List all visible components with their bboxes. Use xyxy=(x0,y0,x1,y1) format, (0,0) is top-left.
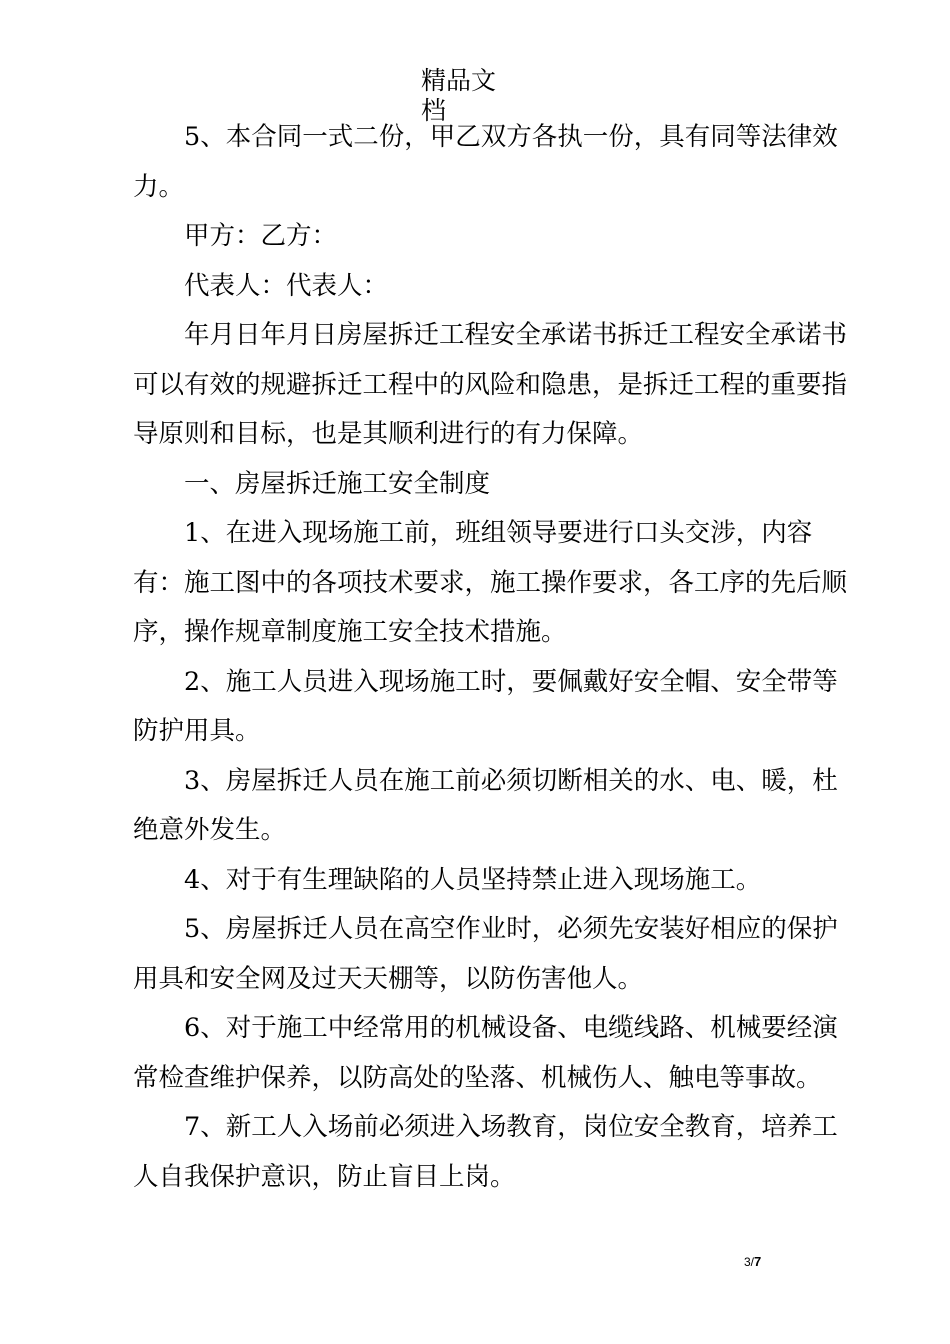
paragraph-parties: 甲方：乙方： xyxy=(184,221,338,251)
document-body xyxy=(133,113,853,1202)
paragraph-rule-7: 7、新工人入场前必须进入场教育，岗位安全教育，培养工人自我保护意识，防止盲目上岗。 xyxy=(133,1112,838,1192)
paragraph-contract-copies: 5、本合同一式二份，甲乙双方各执一份，具有同等法律效力。 xyxy=(133,122,838,202)
paragraph-rule-2: 2、施工人员进入现场施工时，要佩戴好安全帽、安全带等防护用具。 xyxy=(133,666,838,746)
paragraph-rule-4: 4、对于有生理缺陷的人员坚持禁止进入现场施工。 xyxy=(184,864,762,895)
page-number-current: 3/ xyxy=(744,1255,755,1269)
header-line-2: 档 xyxy=(421,96,447,125)
paragraph-rule-1: 1、在进入现场施工前，班组领导要进行口头交涉，内容有：施工图中的各项技术要求，施工操作要求，各工序的先后顺序，操作规章制度施工安全技术措施。 xyxy=(133,518,848,647)
paragraph-rule-5: 5、房屋拆迁人员在高空作业时，必须先安装好相应的保护用具和安全网及过天天棚等，以防伤害他人。 xyxy=(133,914,838,994)
paragraph-representatives: 代表人：代表人： xyxy=(184,270,389,301)
section-heading: 一、房屋拆迁施工安全制度 xyxy=(184,468,491,499)
header-line-1: 精品文 xyxy=(421,66,497,95)
paragraph-intro: 年月日年月日房屋拆迁工程安全承诺书拆迁工程安全承诺书可以有效的规避拆迁工程中的风险和隐患，是拆迁工程的重要指导原则和目标，也是其顺利进行的有力保障。 xyxy=(133,320,848,449)
paragraph-rule-3: 3、房屋拆迁人员在施工前必须切断相关的水、电、暖，杜绝意外发生。 xyxy=(133,765,838,845)
page-number xyxy=(744,1254,761,1269)
page-number-total: 7 xyxy=(754,1254,762,1269)
paragraph-rule-6: 6、对于施工中经常用的机械设备、电缆线路、机械要经演常检查维护保养，以防高处的坠落、机械伤人、触电等事故。 xyxy=(133,1013,838,1093)
